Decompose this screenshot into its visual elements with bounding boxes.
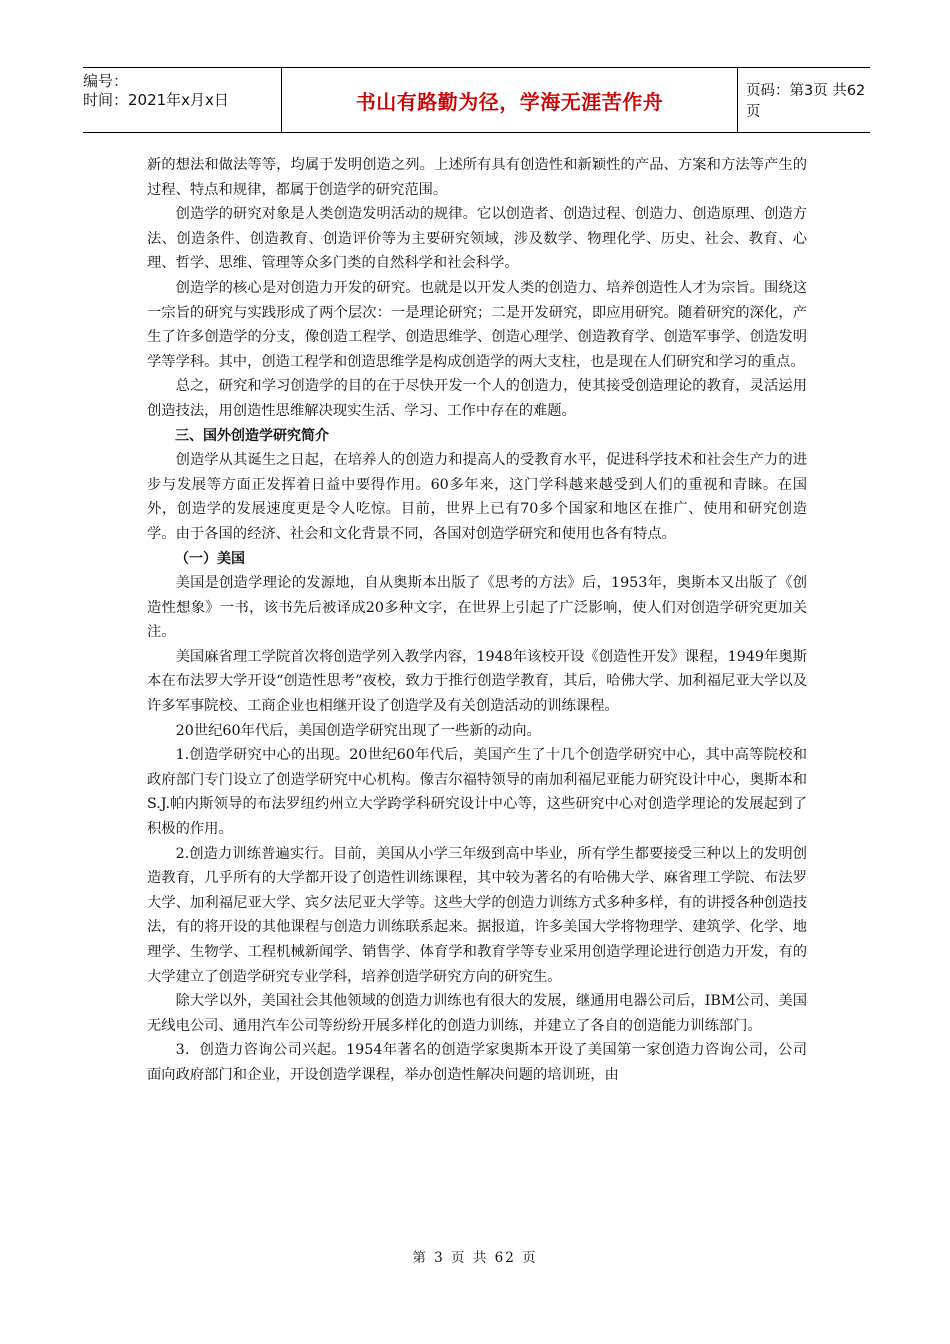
section-heading: 三、国外创造学研究简介	[175, 427, 329, 444]
paragraph: 2.创造力训练普遍实行。目前，美国从小学三年级到高中毕业，所有学生都要接受三种以上的发明创造教育，几乎所有的大学都开设了创造性训练课程，其中较为著名的有哈佛大学、麻省理工学院、布法罗大学、加利福尼亚大学、宾夕法尼亚大学等。这些大学的创造力训练方式多种多样，有的讲授各种创造技法，有的将开设的其他课程与创造力训练联系起来。据报道，许多美国大学将物理学、建筑学、化学、地理学、生物学、工程机械新闻学、销售学、体育学和教育学等专业采用创造学理论进行创造力开发，有的大学建立了创造学研究专业学科，培养创造学研究方向的研究生。	[147, 845, 807, 985]
page-header	[83, 67, 870, 133]
paragraph: 创造学的核心是对创造力开发的研究。也就是以开发人类的创造力、培养创造性人才为宗旨。围绕这一宗旨的研究与实践形成了两个层次：一是理论研究；二是开发研究，即应用研究。随着研究的深化，产生了许多创造学的分支，像创造工程学、创造思维学、创造心理学、创造教育学、创造军事学、创造发明学等学科。其中，创造工程学和创造思维学是构成创造学的两大支柱，也是现在人们研究和学习的重点。	[147, 279, 807, 370]
footer-page-number: 第 3 页 共 62 页	[412, 1250, 538, 1266]
paragraph: 1.创造学研究中心的出现。20世纪60年代后，美国产生了十几个创造学研究中心，其中高等院校和政府部门专门设立了创造学研究中心机构。像吉尔福特领导的南加利福尼亚能力研究设计中心，奥斯本和S.J.帕内斯领导的布法罗纽约州立大学跨学科研究设计中心等，这些研究中心对创造学理论的发展起到了积极的作用。	[147, 747, 807, 838]
header-motto-cell	[282, 68, 738, 132]
paragraph: 新的想法和做法等等，均属于发明创造之列。上述所有具有创造性和新颖性的产品、方案和方法等产生的过程、特点和规律，都属于创造学的研究范围。	[147, 157, 807, 198]
header-page-number: 页码：第3页 共62页	[746, 83, 866, 120]
section-heading: （一）美国	[175, 550, 245, 567]
paragraph: 创造学从其诞生之日起，在培养人的创造力和提高人的受教育水平，促进科学技术和社会生产力的进步与发展等方面正发挥着日益中要得作用。60多年来，这门学科越来越受到人们的重视和青睐。在国外，创造学的发展速度更是令人吃惊。目前，世界上已有70多个国家和地区在推广、使用和研究创造学。由于各国的经济、社会和文化背景不同，各国对创造学研究和使用也各有特点。	[147, 452, 807, 542]
document-body	[147, 153, 807, 1088]
header-motto: 书山有路勤为径，学海无涯苦作舟	[355, 89, 664, 114]
document-number: 编号：	[83, 72, 129, 90]
header-page-info	[738, 68, 870, 132]
page-footer	[0, 1246, 950, 1266]
paragraph: 3．创造力咨询公司兴起。1954年著名的创造学家奥斯本开设了美国第一家创造力咨询公司，公司面向政府部门和企业，开设创造学课程，举办创造性解决问题的培训班，由	[147, 1042, 807, 1083]
paragraph: 美国麻省理工学院首次将创造学列入教学内容，1948年该校开设《创造性开发》课程，1949年奥斯本在布法罗大学开设“创造性思考”夜校，致力于推行创造学教育，其后，哈佛大学、加利福尼亚大学以及许多军事院校、工商企业也相继开设了创造学及有关创造活动的训练课程。	[147, 648, 807, 715]
document-date: 时间：2021年x月x日	[83, 91, 229, 109]
paragraph: 美国是创造学理论的发源地，自从奥斯本出版了《思考的方法》后，1953年，奥斯本又出版了《创造性想象》一书，该书先后被译成20多种文字，在世界上引起了广泛影响，使人们对创造学研究更加关注。	[147, 575, 808, 641]
paragraph: 20世纪60年代后，美国创造学研究出现了一些新的动向。	[175, 722, 541, 739]
header-meta	[83, 68, 282, 132]
paragraph: 总之，研究和学习创造学的目的在于尽快开发一个人的创造力，使其接受创造理论的教育，灵活运用创造技法，用创造性思维解决现实生活、学习、工作中存在的难题。	[147, 378, 807, 419]
paragraph: 创造学的研究对象是人类创造发明活动的规律。它以创造者、创造过程、创造力、创造原理、创造方法、创造条件、创造教育、创造评价等为主要研究领域，涉及数学、物理化学、历史、社会、教育、心理、哲学、思维、管理等众多门类的自然科学和社会科学。	[147, 206, 807, 272]
paragraph: 除大学以外，美国社会其他领域的创造力训练也有很大的发展，继通用电器公司后，IBM公司、美国无线电公司、通用汽车公司等纷纷开展多样化的创造力训练，并建立了各自的创造能力训练部门。	[147, 993, 807, 1034]
